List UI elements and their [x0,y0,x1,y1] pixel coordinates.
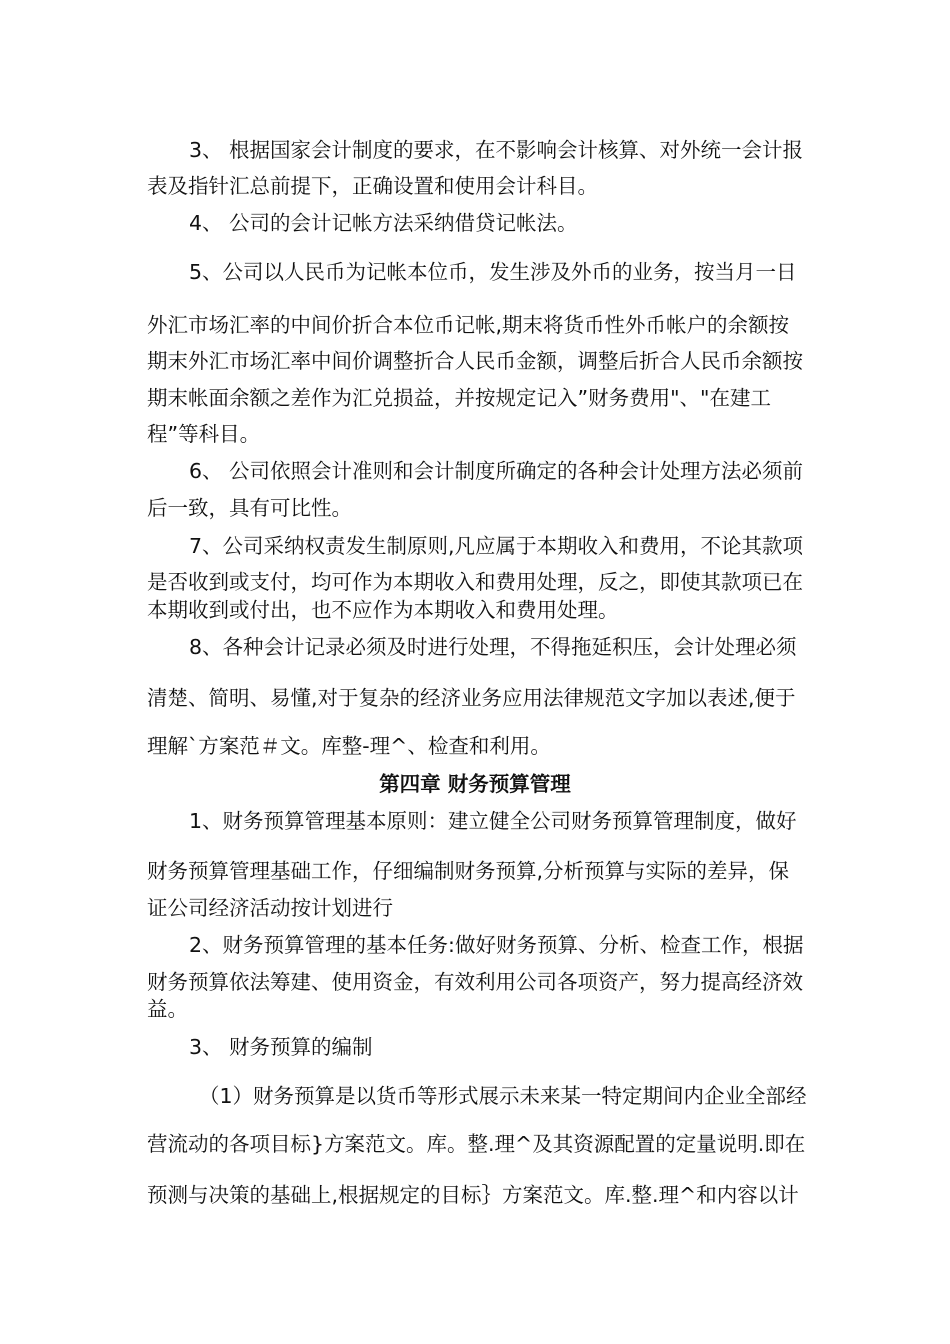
budget-principle-line-3: 证公司经济活动按计划进行 [147,896,393,920]
budget-compile-line-3: 预测与决策的基础上,根据规定的目标｝方案范文。库.整.理^和内容以计 [147,1183,799,1207]
paragraph-5-line-3: 期末外汇市场汇率中间价调整折合人民币金额，调整后折合人民币余额按 [147,349,803,373]
paragraph-7-line-2: 是否收到或支付，均可作为本期收入和费用处理，反之，即使其款项已在 [147,570,803,594]
budget-compile-heading: 3、 财务预算的编制 [189,1035,373,1059]
paragraph-8-line-2: 清楚、简明、易懂,对于复杂的经济业务应用法律规范文字加以表述,便于 [147,686,796,710]
paragraph-6-line-2: 后一致，具有可比性。 [147,496,352,520]
paragraph-7-line-1: 7、公司采纳权责发生制原则,凡应属于本期收入和费用，不论其款项 [189,534,804,558]
paragraph-6-line-1: 6、 公司依照会计准则和会计制度所确定的各种会计处理方法必须前 [189,459,804,483]
paragraph-7-line-3: 本期收到或付出，也不应作为本期收入和费用处理。 [147,598,619,622]
budget-compile-line-1: （1）财务预算是以货币等形式展示未来某一特定期间内企业全部经 [199,1084,807,1108]
budget-compile-line-2: 营流动的各项目标}方案范文。库。整.理^及其资源配置的定量说明.即在 [147,1132,806,1156]
paragraph-5-line-2: 外汇市场汇率的中间价折合本位币记帐,期末将货币性外币帐户的余额按 [147,313,790,337]
budget-task-line-3: 益。 [147,997,188,1021]
paragraph-4-line-1: 4、 公司的会计记帐方法采纳借贷记帐法。 [189,211,578,235]
budget-principle-line-1: 1、财务预算管理基本原则：建立健全公司财务预算管理制度，做好 [189,809,797,833]
paragraph-3-line-2: 表及指针汇总前提下，正确设置和使用会计科目。 [147,174,598,198]
paragraph-5-line-1: 5、公司以人民币为记帐本位币，发生涉及外币的业务，按当月一日 [189,260,797,284]
paragraph-3-line-1: 3、 根据国家会计制度的要求，在不影响会计核算、对外统一会计报 [189,138,804,162]
chapter-heading: 第四章 财务预算管理 [379,772,571,796]
paragraph-5-line-5: 程”等科目。 [147,422,261,446]
budget-principle-line-2: 财务预算管理基础工作，仔细编制财务预算,分析预算与实际的差异，保 [147,859,790,883]
budget-task-line-2: 财务预算依法筹建、使用资金，有效利用公司各项资产，努力提高经济效 [147,970,803,994]
paragraph-8-line-1: 8、各种会计记录必须及时进行处理，不得拖延积压，会计处理必须 [189,635,797,659]
paragraph-5-line-4: 期末帐面余额之差作为汇兑损益，并按规定记入”财务费用"、"在建工 [147,386,771,410]
paragraph-8-line-3: 理解`方案范＃文。库整-理^、检查和利用。 [147,734,551,758]
budget-task-line-1: 2、财务预算管理的基本任务:做好财务预算、分析、检查工作，根据 [189,933,804,957]
